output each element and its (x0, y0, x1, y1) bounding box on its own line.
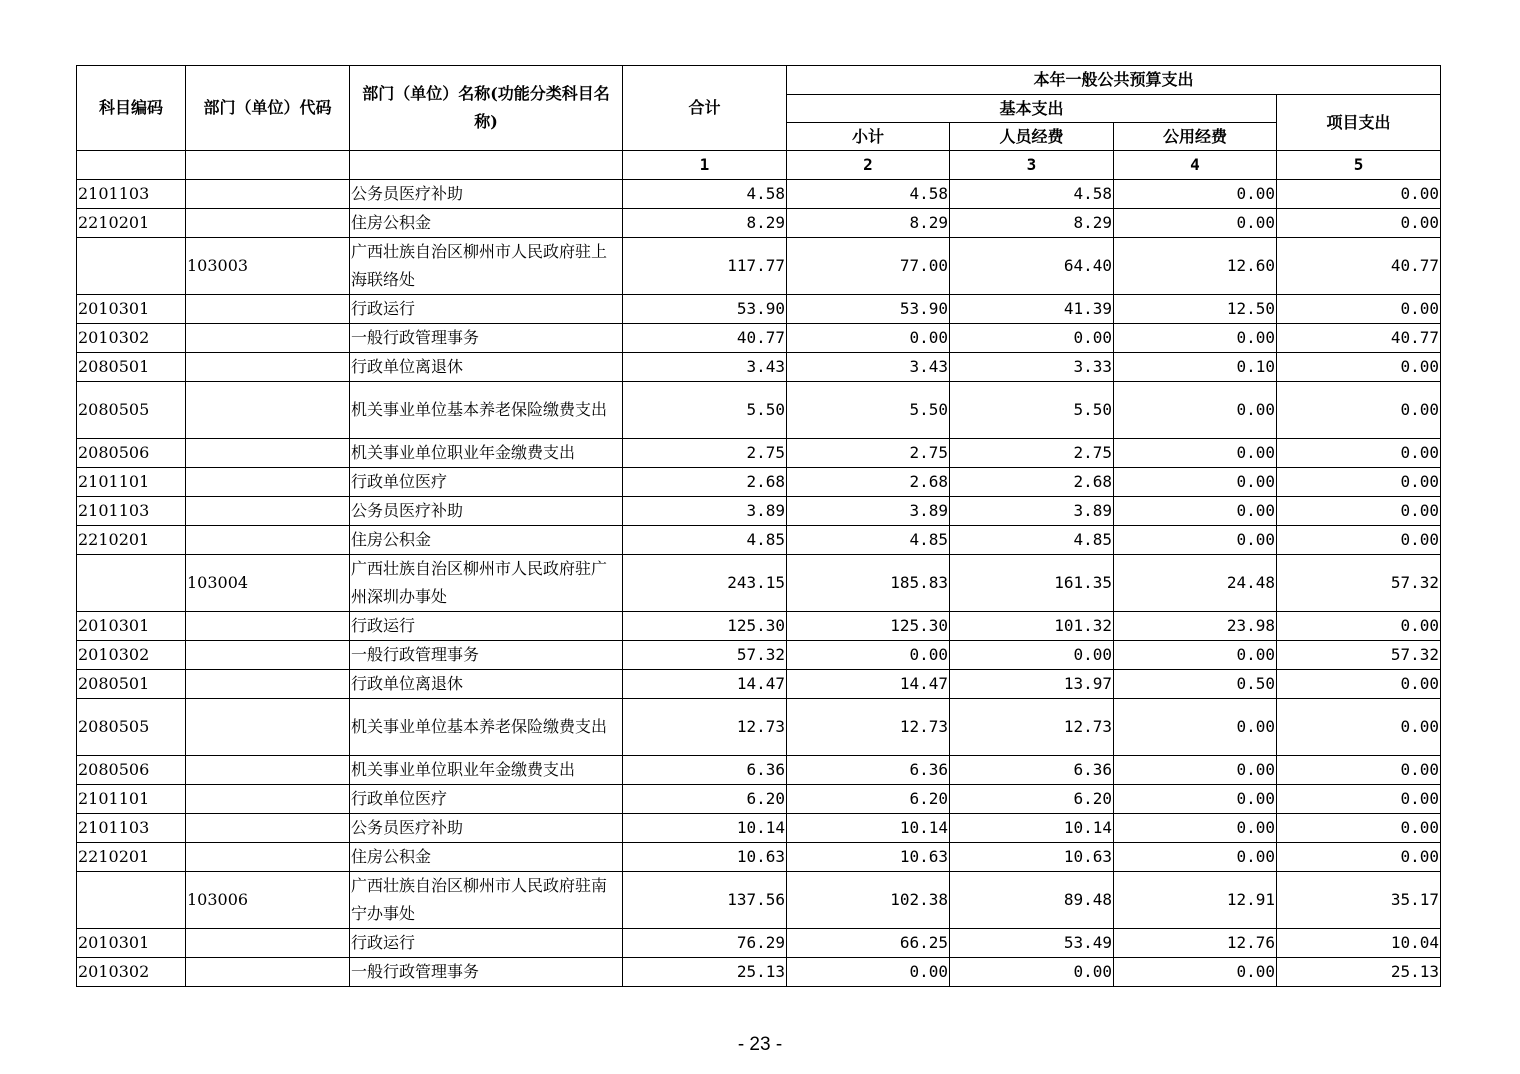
total-cell: 5.50 (623, 382, 787, 439)
project-cell: 40.77 (1277, 324, 1441, 353)
subject-code-cell: 2101103 (77, 497, 186, 526)
table-row (77, 843, 1441, 872)
table-row (77, 814, 1441, 843)
table-row (77, 929, 1441, 958)
public-cell: 0.00 (1114, 497, 1277, 526)
header-general-budget: 本年一般公共预算支出 (787, 66, 1441, 95)
personnel-cell: 13.97 (950, 670, 1114, 699)
subtotal-cell: 6.36 (787, 756, 950, 785)
total-cell: 6.36 (623, 756, 787, 785)
header-dept-name: 部门（单位）名称(功能分类科目名称) (350, 66, 623, 151)
personnel-cell: 2.68 (950, 468, 1114, 497)
dept-name-cell: 行政运行 (350, 612, 623, 641)
table-row (77, 209, 1441, 238)
subject-code-cell: 2010302 (77, 958, 186, 987)
subtotal-cell: 10.14 (787, 814, 950, 843)
subject-code-cell: 2010302 (77, 324, 186, 353)
subject-code-cell (77, 872, 186, 929)
total-cell: 57.32 (623, 641, 787, 670)
dept-name-cell: 机关事业单位职业年金缴费支出 (350, 756, 623, 785)
public-cell: 0.00 (1114, 814, 1277, 843)
dept-name-cell: 住房公积金 (350, 526, 623, 555)
subtotal-cell: 0.00 (787, 641, 950, 670)
project-cell: 0.00 (1277, 468, 1441, 497)
table-row (77, 756, 1441, 785)
total-cell: 4.58 (623, 180, 787, 209)
public-cell: 23.98 (1114, 612, 1277, 641)
dept-name-cell: 公务员医疗补助 (350, 497, 623, 526)
dept-name-cell: 公务员医疗补助 (350, 814, 623, 843)
total-cell: 14.47 (623, 670, 787, 699)
dept-name-cell: 一般行政管理事务 (350, 641, 623, 670)
total-cell: 53.90 (623, 295, 787, 324)
personnel-cell: 6.36 (950, 756, 1114, 785)
total-cell: 137.56 (623, 872, 787, 929)
project-cell: 0.00 (1277, 353, 1441, 382)
dept-code-cell (186, 843, 350, 872)
personnel-cell: 89.48 (950, 872, 1114, 929)
header-blank-dept (186, 151, 350, 180)
table-row (77, 526, 1441, 555)
public-cell: 0.00 (1114, 699, 1277, 756)
dept-code-cell (186, 814, 350, 843)
total-cell: 76.29 (623, 929, 787, 958)
public-cell: 0.50 (1114, 670, 1277, 699)
personnel-cell: 3.33 (950, 353, 1114, 382)
public-cell: 0.00 (1114, 468, 1277, 497)
subject-code-cell: 2080501 (77, 353, 186, 382)
project-cell: 35.17 (1277, 872, 1441, 929)
subject-code-cell: 2101101 (77, 468, 186, 497)
subtotal-cell: 2.68 (787, 468, 950, 497)
subject-code-cell (77, 238, 186, 295)
header-total: 合计 (623, 66, 787, 151)
project-cell: 0.00 (1277, 612, 1441, 641)
dept-name-cell: 行政运行 (350, 295, 623, 324)
dept-name-cell: 一般行政管理事务 (350, 958, 623, 987)
project-cell: 0.00 (1277, 670, 1441, 699)
table-row (77, 670, 1441, 699)
dept-name-cell: 机关事业单位基本养老保险缴费支出 (350, 382, 623, 439)
dept-code-cell (186, 353, 350, 382)
dept-name-cell: 行政单位离退休 (350, 670, 623, 699)
table-row (77, 353, 1441, 382)
dept-code-cell (186, 382, 350, 439)
public-cell: 12.50 (1114, 295, 1277, 324)
table-row (77, 497, 1441, 526)
dept-name-cell: 住房公积金 (350, 209, 623, 238)
dept-code-cell (186, 670, 350, 699)
table-row (77, 382, 1441, 439)
dept-name-cell: 行政单位离退休 (350, 353, 623, 382)
personnel-cell: 53.49 (950, 929, 1114, 958)
project-cell: 0.00 (1277, 785, 1441, 814)
subtotal-cell: 5.50 (787, 382, 950, 439)
table-row (77, 324, 1441, 353)
dept-code-cell (186, 324, 350, 353)
subject-code-cell: 2080501 (77, 670, 186, 699)
dept-code-cell (186, 641, 350, 670)
subtotal-cell: 0.00 (787, 958, 950, 987)
table-row (77, 612, 1441, 641)
total-cell: 2.68 (623, 468, 787, 497)
header-index-4: 4 (1114, 151, 1277, 180)
table-row (77, 958, 1441, 987)
subtotal-cell: 185.83 (787, 555, 950, 612)
header-personnel: 人员经费 (950, 123, 1114, 151)
project-cell: 57.32 (1277, 641, 1441, 670)
header-subject-code: 科目编码 (77, 66, 186, 151)
personnel-cell: 161.35 (950, 555, 1114, 612)
subtotal-cell: 4.85 (787, 526, 950, 555)
project-cell: 0.00 (1277, 756, 1441, 785)
subtotal-cell: 3.43 (787, 353, 950, 382)
personnel-cell: 41.39 (950, 295, 1114, 324)
subject-code-cell: 2210201 (77, 526, 186, 555)
public-cell: 12.76 (1114, 929, 1277, 958)
dept-name-cell: 行政单位医疗 (350, 468, 623, 497)
subtotal-cell: 14.47 (787, 670, 950, 699)
total-cell: 117.77 (623, 238, 787, 295)
total-cell: 2.75 (623, 439, 787, 468)
subject-code-cell: 2210201 (77, 843, 186, 872)
dept-name-cell: 机关事业单位职业年金缴费支出 (350, 439, 623, 468)
personnel-cell: 12.73 (950, 699, 1114, 756)
public-cell: 0.00 (1114, 641, 1277, 670)
dept-code-cell: 103003 (186, 238, 350, 295)
personnel-cell: 10.14 (950, 814, 1114, 843)
table-row (77, 180, 1441, 209)
project-cell: 0.00 (1277, 497, 1441, 526)
table-row (77, 785, 1441, 814)
total-cell: 8.29 (623, 209, 787, 238)
personnel-cell: 101.32 (950, 612, 1114, 641)
total-cell: 10.63 (623, 843, 787, 872)
public-cell: 12.60 (1114, 238, 1277, 295)
subject-code-cell: 2101103 (77, 180, 186, 209)
subtotal-cell: 10.63 (787, 843, 950, 872)
public-cell: 0.00 (1114, 958, 1277, 987)
dept-name-cell: 机关事业单位基本养老保险缴费支出 (350, 699, 623, 756)
header-index-5: 5 (1277, 151, 1441, 180)
total-cell: 3.89 (623, 497, 787, 526)
subject-code-cell: 2010301 (77, 612, 186, 641)
project-cell: 0.00 (1277, 439, 1441, 468)
table-row (77, 439, 1441, 468)
subtotal-cell: 2.75 (787, 439, 950, 468)
dept-code-cell (186, 785, 350, 814)
subject-code-cell: 2080505 (77, 699, 186, 756)
subtotal-cell: 12.73 (787, 699, 950, 756)
header-public: 公用经费 (1114, 123, 1277, 151)
subtotal-cell: 8.29 (787, 209, 950, 238)
dept-code-cell (186, 756, 350, 785)
project-cell: 0.00 (1277, 526, 1441, 555)
subject-code-cell: 2010301 (77, 295, 186, 324)
subject-code-cell: 2080506 (77, 756, 186, 785)
table-row (77, 872, 1441, 929)
dept-name-cell: 广西壮族自治区柳州市人民政府驻广州深圳办事处 (350, 555, 623, 612)
project-cell: 0.00 (1277, 814, 1441, 843)
personnel-cell: 10.63 (950, 843, 1114, 872)
subtotal-cell: 102.38 (787, 872, 950, 929)
subject-code-cell: 2210201 (77, 209, 186, 238)
personnel-cell: 0.00 (950, 958, 1114, 987)
subtotal-cell: 0.00 (787, 324, 950, 353)
header-index-3: 3 (950, 151, 1114, 180)
personnel-cell: 64.40 (950, 238, 1114, 295)
dept-name-cell: 公务员医疗补助 (350, 180, 623, 209)
subtotal-cell: 77.00 (787, 238, 950, 295)
total-cell: 10.14 (623, 814, 787, 843)
header-blank-name (350, 151, 623, 180)
subject-code-cell: 2101103 (77, 814, 186, 843)
dept-name-cell: 广西壮族自治区柳州市人民政府驻南宁办事处 (350, 872, 623, 929)
table-row (77, 699, 1441, 756)
subtotal-cell: 66.25 (787, 929, 950, 958)
dept-code-cell (186, 468, 350, 497)
header-subtotal: 小计 (787, 123, 950, 151)
total-cell: 25.13 (623, 958, 787, 987)
total-cell: 243.15 (623, 555, 787, 612)
table-row (77, 295, 1441, 324)
header-dept-code: 部门（单位）代码 (186, 66, 350, 151)
table-row (77, 238, 1441, 295)
dept-code-cell (186, 929, 350, 958)
project-cell: 40.77 (1277, 238, 1441, 295)
dept-code-cell: 103004 (186, 555, 350, 612)
table-row (77, 641, 1441, 670)
subject-code-cell: 2080506 (77, 439, 186, 468)
dept-code-cell (186, 180, 350, 209)
project-cell: 0.00 (1277, 209, 1441, 238)
subtotal-cell: 3.89 (787, 497, 950, 526)
dept-code-cell (186, 295, 350, 324)
subtotal-cell: 125.30 (787, 612, 950, 641)
project-cell: 0.00 (1277, 382, 1441, 439)
public-cell: 0.00 (1114, 439, 1277, 468)
header-project-expense: 项目支出 (1277, 95, 1441, 151)
personnel-cell: 0.00 (950, 324, 1114, 353)
dept-code-cell (186, 209, 350, 238)
dept-code-cell (186, 612, 350, 641)
personnel-cell: 2.75 (950, 439, 1114, 468)
dept-code-cell: 103006 (186, 872, 350, 929)
project-cell: 0.00 (1277, 699, 1441, 756)
subject-code-cell: 2010302 (77, 641, 186, 670)
personnel-cell: 5.50 (950, 382, 1114, 439)
dept-code-cell (186, 699, 350, 756)
page-number: - 23 - (737, 1034, 783, 1055)
personnel-cell: 0.00 (950, 641, 1114, 670)
dept-name-cell: 广西壮族自治区柳州市人民政府驻上海联络处 (350, 238, 623, 295)
dept-name-cell: 一般行政管理事务 (350, 324, 623, 353)
header-index-2: 2 (787, 151, 950, 180)
personnel-cell: 4.58 (950, 180, 1114, 209)
public-cell: 0.00 (1114, 324, 1277, 353)
subject-code-cell: 2010301 (77, 929, 186, 958)
total-cell: 6.20 (623, 785, 787, 814)
public-cell: 0.10 (1114, 353, 1277, 382)
total-cell: 4.85 (623, 526, 787, 555)
table-row (77, 468, 1441, 497)
personnel-cell: 8.29 (950, 209, 1114, 238)
subject-code-cell: 2101101 (77, 785, 186, 814)
total-cell: 3.43 (623, 353, 787, 382)
subtotal-cell: 4.58 (787, 180, 950, 209)
personnel-cell: 3.89 (950, 497, 1114, 526)
public-cell: 0.00 (1114, 785, 1277, 814)
table-header (77, 66, 1441, 180)
dept-code-cell (186, 439, 350, 468)
public-cell: 0.00 (1114, 843, 1277, 872)
project-cell: 57.32 (1277, 555, 1441, 612)
personnel-cell: 4.85 (950, 526, 1114, 555)
total-cell: 125.30 (623, 612, 787, 641)
public-cell: 12.91 (1114, 872, 1277, 929)
public-cell: 0.00 (1114, 382, 1277, 439)
total-cell: 12.73 (623, 699, 787, 756)
public-cell: 24.48 (1114, 555, 1277, 612)
header-basic-expense: 基本支出 (787, 95, 1277, 123)
dept-code-cell (186, 958, 350, 987)
public-cell: 0.00 (1114, 526, 1277, 555)
dept-code-cell (186, 526, 350, 555)
public-cell: 0.00 (1114, 209, 1277, 238)
table-body (77, 180, 1441, 987)
project-cell: 0.00 (1277, 180, 1441, 209)
dept-name-cell: 住房公积金 (350, 843, 623, 872)
dept-code-cell (186, 497, 350, 526)
subtotal-cell: 6.20 (787, 785, 950, 814)
dept-name-cell: 行政单位医疗 (350, 785, 623, 814)
dept-name-cell: 行政运行 (350, 929, 623, 958)
project-cell: 0.00 (1277, 843, 1441, 872)
budget-table (76, 65, 1441, 987)
project-cell: 25.13 (1277, 958, 1441, 987)
project-cell: 0.00 (1277, 295, 1441, 324)
public-cell: 0.00 (1114, 756, 1277, 785)
personnel-cell: 6.20 (950, 785, 1114, 814)
header-blank-code (77, 151, 186, 180)
header-index-1: 1 (623, 151, 787, 180)
total-cell: 40.77 (623, 324, 787, 353)
public-cell: 0.00 (1114, 180, 1277, 209)
subject-code-cell (77, 555, 186, 612)
subtotal-cell: 53.90 (787, 295, 950, 324)
subject-code-cell: 2080505 (77, 382, 186, 439)
table-row (77, 555, 1441, 612)
project-cell: 10.04 (1277, 929, 1441, 958)
